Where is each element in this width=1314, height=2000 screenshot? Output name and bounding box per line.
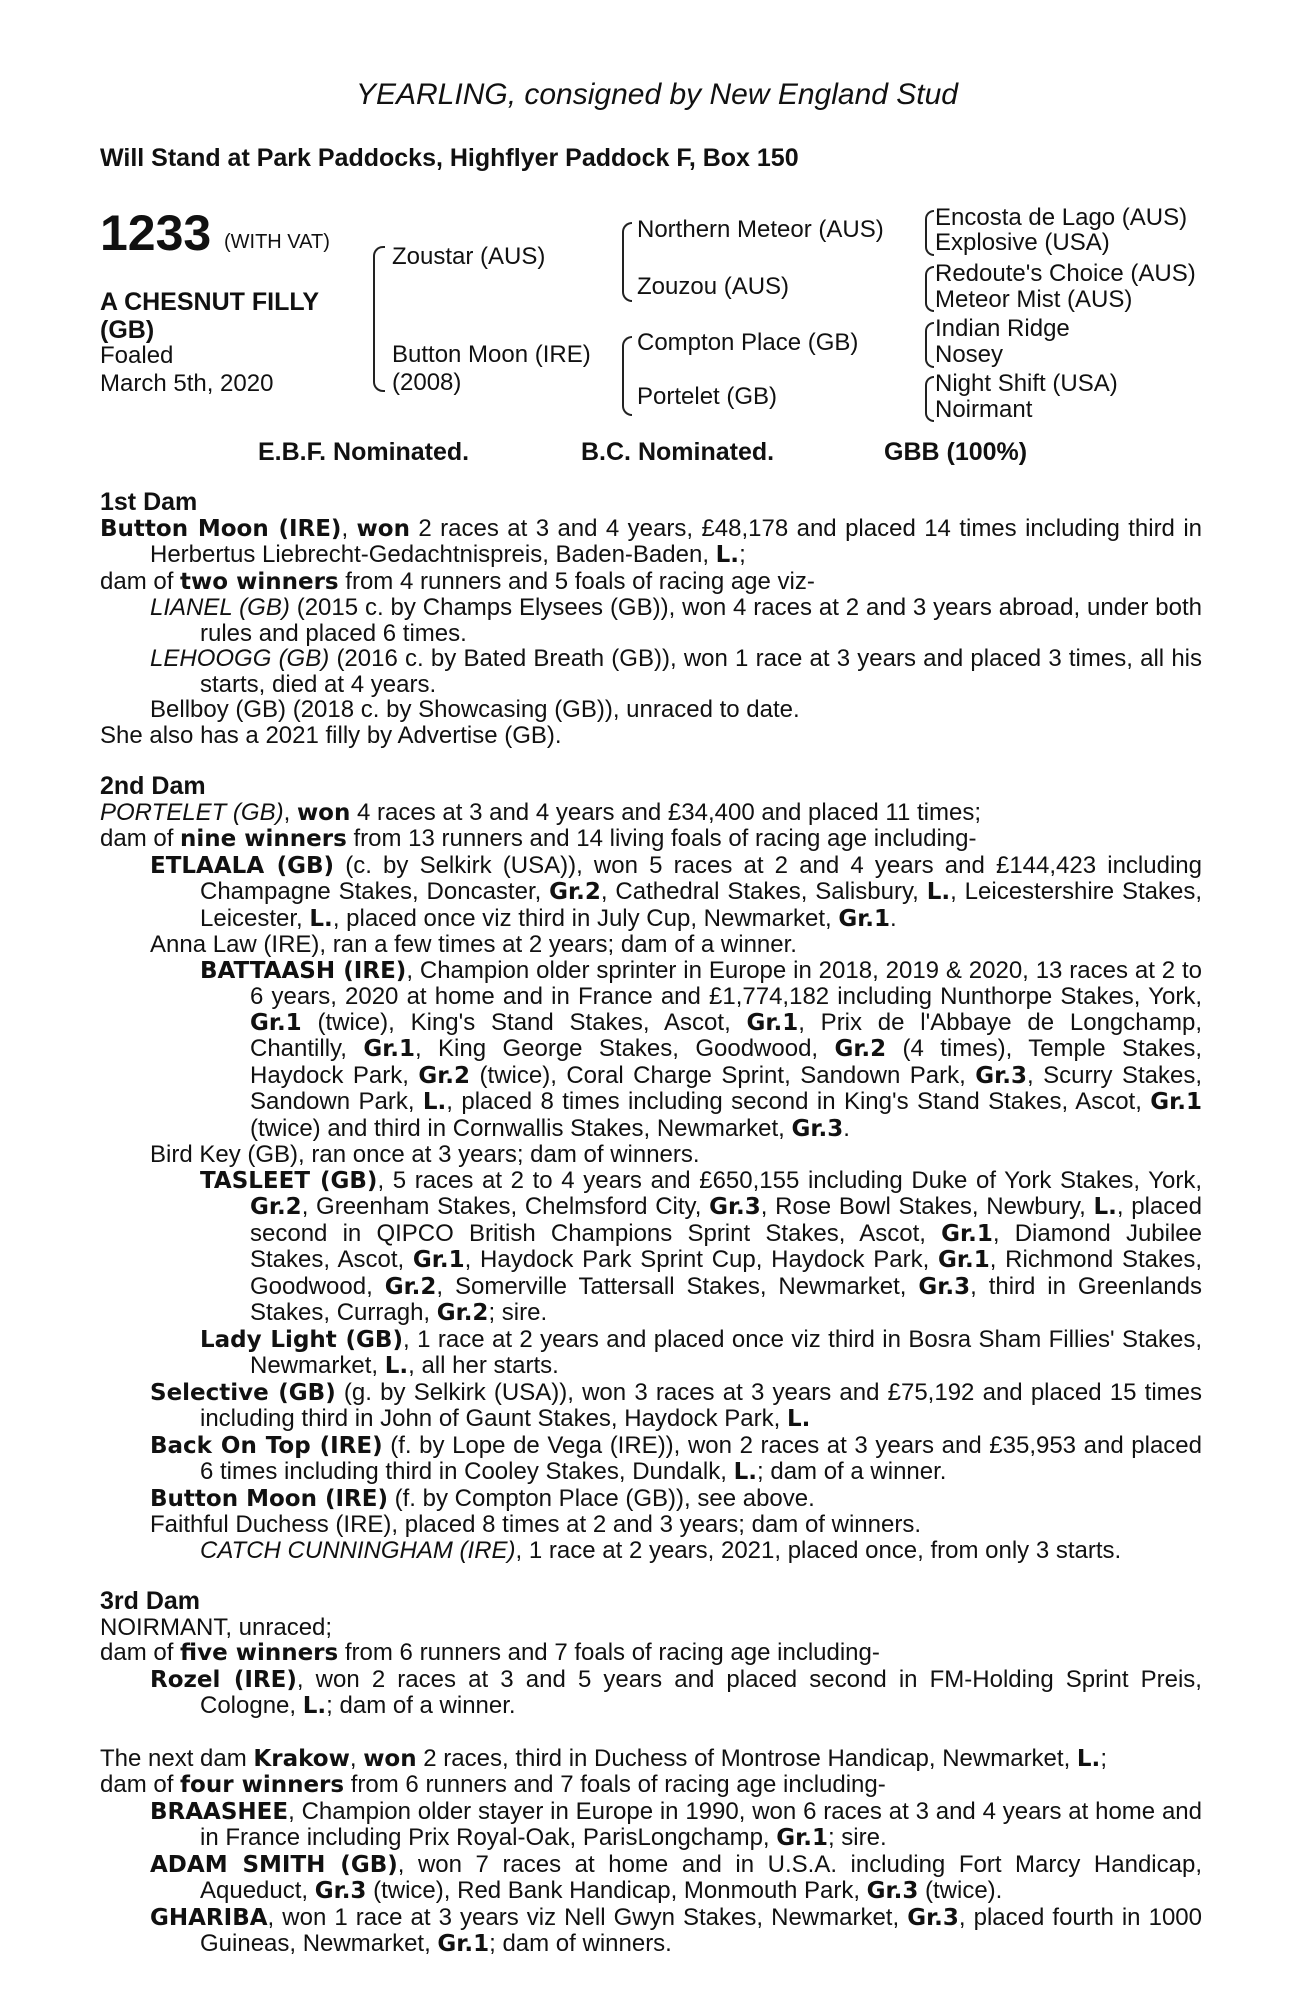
produce-entry: LEHOOGG (GB) (2016 c. by Bated Breath (GB)), won 1 race at 3 years and placed 3 times, all his starts, died at 4 years. (150, 645, 1202, 698)
produce-entry: Back On Top (IRE) (f. by Lope de Vega (IRE)), won 2 races at 3 years and £35,953 and placed 6 times including third in Cooley Stakes, Dundalk, L.; dam of a winner. (150, 1431, 1202, 1485)
pedigree-sire: Zoustar (AUS) (392, 243, 546, 270)
produce-summary: dam of four winners from 6 runners and 7 foals of racing age including- (100, 1771, 886, 1798)
produce-summary: dam of five winners from 6 runners and 7 foals of racing age including- (100, 1639, 880, 1666)
horse-name: Button Moon (IRE) (100, 515, 342, 542)
pedigree-brace-dd (925, 376, 934, 422)
lot-number: 1233 (100, 205, 212, 261)
section-second-dam: 2nd Dam (100, 772, 206, 800)
catalogue-body (100, 490, 1202, 1958)
horse-description (100, 288, 319, 344)
bc-nomination: B.C. Nominated. (581, 438, 775, 466)
pedigree-dam-sire: Compton Place (GB) (637, 329, 859, 356)
sex-line: A CHESNUT FILLY (100, 288, 319, 316)
pedigree-dsd: Nosey (935, 341, 1004, 368)
produce-entry: Rozel (IRE), won 2 races at 3 and 5 years and placed second in FM-Holding Sprint Preis, Cologne, L.; dam of a winner. (150, 1665, 1202, 1719)
third-dam-record: NOIRMANT, unraced; (100, 1613, 333, 1641)
gbb-nomination: GBB (100%) (884, 438, 1028, 466)
produce-entry: Bellboy (GB) (2018 c. by Showcasing (GB)), unraced to date. (150, 696, 800, 723)
pedigree-dam: Button Moon (IRE) (392, 341, 591, 368)
pedigree-sire-dam: Zouzou (AUS) (637, 273, 790, 300)
origin-line: (GB) (100, 316, 155, 344)
produce-entry: ADAM SMITH (GB), won 7 races at home and in U.S.A. including Fort Marcy Handicap, Aqueduct, Gr.3 (twice), Red Bank Handicap, Monmouth Park, Gr.3 (twice). (150, 1850, 1202, 1904)
section-third-dam: 3rd Dam (100, 1587, 201, 1615)
produce-summary: dam of two winners from 4 runners and 5 foals of racing age viz- (100, 567, 815, 595)
stand-location: Will Stand at Park Paddocks, Highflyer Paddock F, Box 150 (100, 144, 799, 172)
pedigree-brace-ss (925, 210, 934, 256)
pedigree-dss: Indian Ridge (935, 315, 1070, 342)
produce-entry: LIANEL (GB) (2015 c. by Champs Elysees (GB)), won 4 races at 2 and 3 years abroad, under both rules and placed 6 times. (150, 594, 1202, 647)
foaled-date (100, 342, 273, 398)
produce-entry: Button Moon (IRE) (f. by Compton Place (GB)), see above. (150, 1484, 815, 1512)
ebf-nomination: E.B.F. Nominated. (258, 438, 470, 466)
pedigree-dam-dam: Portelet (GB) (637, 383, 778, 410)
pedigree-sire-sire: Northern Meteor (AUS) (637, 216, 884, 243)
produce-entry: Selective (GB) (g. by Selkirk (USA)), won 3 races at 3 years and £75,192 and placed 15 times including third in John of Gaunt Stakes, Haydock Park, L. (150, 1378, 1202, 1432)
pedigree-dds: Night Shift (USA) (935, 370, 1118, 397)
vat-note: (WITH VAT) (224, 231, 330, 253)
page-title: YEARLING, consigned by New England Stud (355, 78, 958, 111)
pedigree-dam-year: (2008) (392, 369, 462, 396)
produce-entry: ETLAALA (GB) (c. by Selkirk (USA)), won 5 races at 2 and 4 years and £144,423 including Champagne Stakes, Doncaster, Gr.2, Cathedral Stakes, Salisbury, L., Leicestershire Stakes, Leicester, L., placed once viz third in July Cup, Newmarket, Gr.1. (150, 851, 1202, 932)
pedigree-brace-main (373, 246, 385, 392)
produce-entry: BRAASHEE, Champion older stayer in Europe in 1990, won 6 races at 3 and 4 years at home and in France including Prix Royal-Oak, ParisLongchamp, Gr.1; sire. (150, 1797, 1202, 1851)
foaled-value: March 5th, 2020 (100, 370, 274, 397)
pedigree-brace-sd (925, 266, 934, 312)
pedigree-brace-ds (925, 322, 934, 368)
pedigree-ddd: Noirmant (935, 396, 1033, 423)
produce-entry: Faithful Duchess (IRE), placed 8 times at 2 and 3 years; dam of winners. (150, 1511, 922, 1538)
produce-entry: Lady Light (GB), 1 race at 2 years and placed once viz third in Bosra Sham Fillies' Stakes, Newmarket, L., all her starts. (200, 1325, 1203, 1379)
produce-entry: TASLEET (GB), 5 races at 2 to 4 years and £650,155 including Duke of York Stakes, York, Gr.2, Greenham Stakes, Chelmsford City, Gr.3, Rose Bowl Stakes, Newbury, L., placed second in QIPCO British Champions Sprint Stakes, Ascot, Gr.1, Diamond Jubilee Stakes, Ascot, Gr.1, Haydock Park Sprint Cup, Haydock Park, Gr.1, Richmond Stakes, Goodwood, Gr.2, Somerville Tattersall Stakes, Newmarket, Gr.3, third in Greenlands Stakes, Curragh, Gr.2; sire. (200, 1166, 1203, 1326)
section-first-dam: 1st Dam (100, 488, 198, 516)
produce-entry: BATTAASH (IRE), Champion older sprinter in Europe in 2018, 2019 & 2020, 13 races at 2 to 6 years, 2020 at home and in France and £1,774,182 including Nunthorpe Stakes, York, Gr.1 (twice), King's Stand Stakes, Ascot, Gr.1, Prix de l'Abbaye de Longchamp, Chantilly, Gr.1, King George Stakes, Goodwood, Gr.2 (4 times), Temple Stakes, Haydock Park, Gr.2 (twice), Coral Charge Sprint, Sandown Park, Gr.3, Scurry Stakes, Sandown Park, L., placed 8 times including second in King's Stand Stakes, Ascot, Gr.1 (twice) and third in Cornwallis Stakes, Newmarket, Gr.3. (200, 956, 1203, 1142)
produce-entry: Bird Key (GB), ran once at 3 years; dam of winners. (150, 1141, 700, 1168)
produce-summary: dam of nine winners from 13 runners and 14 living foals of racing age including- (100, 825, 977, 852)
pedigree-brace-sire (622, 222, 632, 302)
next-dam-record: The next dam Krakow, won 2 races, third in Duchess of Montrose Handicap, Newmarket, L.; (100, 1744, 1107, 1772)
produce-note: She also has a 2021 filly by Advertise (GB). (100, 721, 562, 749)
produce-entry: GHARIBA, won 1 race at 3 years viz Nell Gwyn Stakes, Newmarket, Gr.3, placed fourth in 1000 Guineas, Newmarket, Gr.1; dam of winners. (150, 1903, 1202, 1957)
pedigree-sds: Redoute's Choice (AUS) (935, 260, 1196, 287)
first-dam-record: Button Moon (IRE), won 2 races at 3 and 4 years, £48,178 and placed 14 times including third in Herbertus Liebrecht-Gedachtnispreis, Baden-Baden, L.; (100, 514, 1203, 568)
pedigree-sss: Encosta de Lago (AUS) (935, 204, 1188, 231)
produce-entry: CATCH CUNNINGHAM (IRE), 1 race at 2 years, 2021, placed once, from only 3 starts. (200, 1536, 1122, 1564)
pedigree-ssd: Explosive (USA) (935, 229, 1110, 256)
foaled-label: Foaled (100, 342, 174, 369)
second-dam-record: PORTELET (GB), won 4 races at 3 and 4 years and £34,400 and placed 11 times; (100, 798, 982, 826)
produce-entry: Anna Law (IRE), ran a few times at 2 years; dam of a winner. (150, 931, 797, 958)
pedigree-brace-dam (622, 336, 632, 416)
pedigree-sdd: Meteor Mist (AUS) (935, 286, 1133, 313)
